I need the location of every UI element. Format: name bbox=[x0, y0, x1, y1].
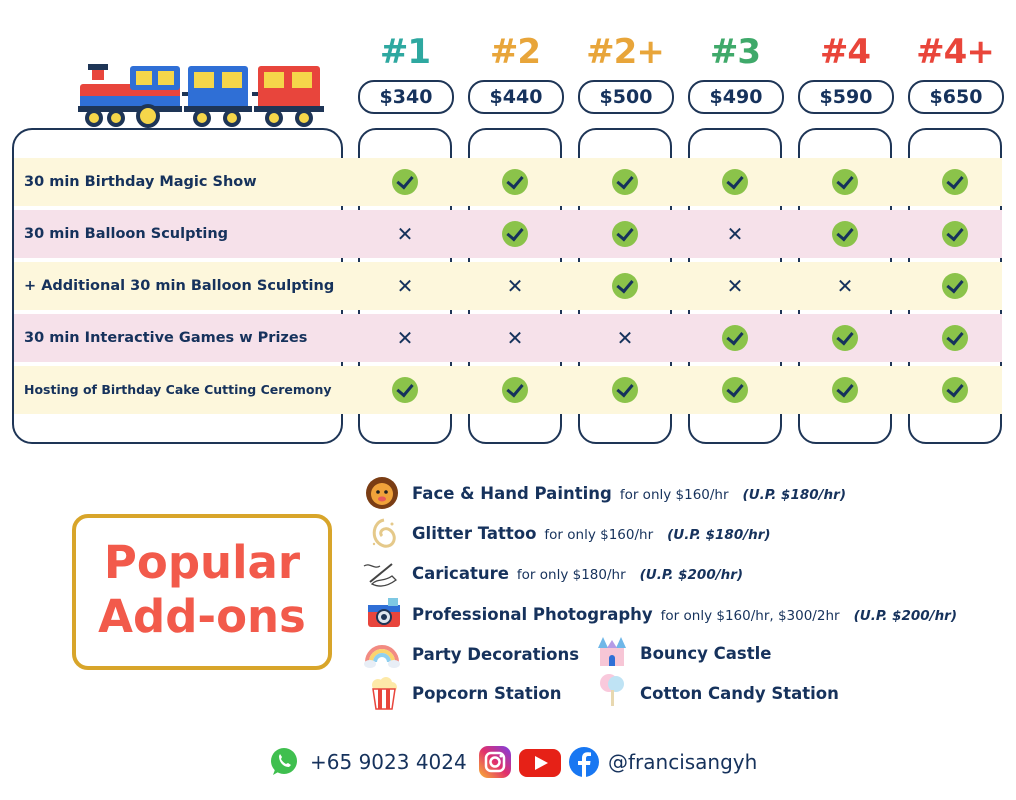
youtube-icon[interactable] bbox=[518, 748, 562, 778]
facebook-icon[interactable] bbox=[568, 746, 600, 778]
feature-label: 30 min Balloon Sculpting bbox=[24, 226, 229, 242]
cross-icon: ✕ bbox=[396, 222, 414, 246]
addon-caricature bbox=[412, 564, 743, 583]
package-price: $440 bbox=[468, 80, 564, 114]
cross-icon: ✕ bbox=[506, 274, 524, 298]
check-icon bbox=[832, 169, 858, 195]
toy-train-illustration bbox=[78, 62, 328, 130]
feature-cell bbox=[908, 314, 1002, 362]
package-price: $650 bbox=[908, 80, 1004, 114]
check-icon bbox=[832, 377, 858, 403]
check-icon bbox=[502, 169, 528, 195]
feature-cell bbox=[358, 158, 452, 206]
feature-cell bbox=[688, 158, 782, 206]
addon-usual-price: (U.P. $200/hr) bbox=[853, 608, 958, 624]
addon-price: for only $180/hr bbox=[516, 567, 626, 583]
feature-cell bbox=[798, 210, 892, 258]
feature-cell bbox=[358, 314, 452, 362]
feature-cell bbox=[358, 366, 452, 414]
feature-label: Hosting of Birthday Cake Cutting Ceremony bbox=[24, 382, 332, 397]
rainbow-icon bbox=[364, 636, 400, 670]
camera-icon bbox=[366, 596, 402, 630]
addon-name: Face & Hand Painting bbox=[412, 484, 612, 503]
addon-professional-photography bbox=[412, 605, 957, 624]
feature-cell bbox=[908, 210, 1002, 258]
popcorn-icon bbox=[366, 676, 402, 710]
feature-label: 30 min Birthday Magic Show bbox=[24, 174, 257, 190]
glitter-swirl-icon bbox=[366, 516, 402, 550]
cross-icon: ✕ bbox=[616, 326, 634, 350]
package-title: #4+ bbox=[916, 32, 994, 72]
social-handle[interactable]: @francisangyh bbox=[608, 750, 758, 774]
addon-name: Glitter Tattoo bbox=[412, 524, 537, 543]
addon-glitter-tattoo bbox=[412, 524, 771, 543]
feature-cell bbox=[688, 314, 782, 362]
feature-cell bbox=[688, 366, 782, 414]
addon-party-decorations bbox=[412, 645, 579, 664]
feature-label: 30 min Interactive Games w Prizes bbox=[24, 330, 308, 346]
feature-cell bbox=[578, 158, 672, 206]
addon-usual-price: (U.P. $180/hr) bbox=[742, 487, 846, 503]
feature-cell bbox=[578, 262, 672, 310]
addon-usual-price: (U.P. $180/hr) bbox=[667, 527, 771, 543]
addon-usual-price: (U.P. $200/hr) bbox=[639, 567, 744, 583]
addon-name: Popcorn Station bbox=[412, 684, 562, 703]
check-icon bbox=[502, 221, 528, 247]
popular-addons-box bbox=[72, 514, 332, 670]
check-icon bbox=[722, 169, 748, 195]
addon-popcorn-station bbox=[412, 684, 562, 703]
package-title: #4 bbox=[819, 32, 871, 72]
whatsapp-icon[interactable] bbox=[268, 746, 300, 778]
package-title: #1 bbox=[379, 32, 431, 72]
check-icon bbox=[942, 169, 968, 195]
addon-price: for only $160/hr bbox=[544, 527, 654, 543]
feature-cell bbox=[688, 210, 782, 258]
feature-cell bbox=[908, 262, 1002, 310]
feature-cell bbox=[688, 262, 782, 310]
addons-heading-line2: Add-ons bbox=[98, 590, 306, 643]
check-icon bbox=[942, 273, 968, 299]
feature-cell bbox=[578, 366, 672, 414]
addon-name: Bouncy Castle bbox=[640, 644, 772, 663]
feature-cell bbox=[468, 158, 562, 206]
addons-heading bbox=[76, 536, 328, 644]
check-icon bbox=[942, 377, 968, 403]
package-price: $340 bbox=[358, 80, 454, 114]
cross-icon: ✕ bbox=[506, 326, 524, 350]
addons-heading-line1: Popular bbox=[103, 536, 301, 589]
package-price: $590 bbox=[798, 80, 894, 114]
feature-cell bbox=[468, 210, 562, 258]
package-title: #2 bbox=[489, 32, 541, 72]
feature-cell bbox=[798, 314, 892, 362]
feature-cell bbox=[798, 262, 892, 310]
addon-name: Caricature bbox=[412, 564, 509, 583]
feature-cell bbox=[358, 210, 452, 258]
addon-price: for only $160/hr, $300/2hr bbox=[660, 608, 840, 624]
cross-icon: ✕ bbox=[396, 274, 414, 298]
check-icon bbox=[612, 221, 638, 247]
check-icon bbox=[392, 169, 418, 195]
package-price: $500 bbox=[578, 80, 674, 114]
cotton-candy-icon bbox=[594, 672, 630, 706]
check-icon bbox=[612, 273, 638, 299]
feature-cell bbox=[798, 158, 892, 206]
feature-cell bbox=[908, 366, 1002, 414]
feature-cell bbox=[908, 158, 1002, 206]
feature-cell bbox=[468, 262, 562, 310]
check-icon bbox=[722, 325, 748, 351]
addon-face-hand-painting bbox=[412, 484, 846, 503]
addon-name: Party Decorations bbox=[412, 645, 580, 664]
check-icon bbox=[832, 325, 858, 351]
check-icon bbox=[502, 377, 528, 403]
addon-price: for only $160/hr bbox=[619, 487, 729, 503]
package-title: #2+ bbox=[586, 32, 664, 72]
cross-icon: ✕ bbox=[836, 274, 854, 298]
addon-cotton-candy-station bbox=[640, 684, 839, 703]
feature-label: + Additional 30 min Balloon Sculpting bbox=[24, 278, 335, 294]
castle-icon bbox=[594, 634, 630, 668]
addon-name: Professional Photography bbox=[412, 605, 653, 624]
cross-icon: ✕ bbox=[726, 274, 744, 298]
instagram-icon[interactable] bbox=[478, 745, 512, 779]
package-title: #3 bbox=[709, 32, 761, 72]
check-icon bbox=[722, 377, 748, 403]
contact-phone[interactable]: +65 9023 4024 bbox=[310, 750, 467, 774]
addon-bouncy-castle bbox=[640, 644, 771, 663]
drawing-hand-icon bbox=[362, 556, 398, 590]
check-icon bbox=[612, 377, 638, 403]
check-icon bbox=[942, 221, 968, 247]
package-price: $490 bbox=[688, 80, 784, 114]
check-icon bbox=[942, 325, 968, 351]
cross-icon: ✕ bbox=[726, 222, 744, 246]
check-icon bbox=[832, 221, 858, 247]
cross-icon: ✕ bbox=[396, 326, 414, 350]
feature-cell bbox=[798, 366, 892, 414]
addon-name: Cotton Candy Station bbox=[640, 684, 839, 703]
feature-cell bbox=[468, 366, 562, 414]
feature-cell bbox=[358, 262, 452, 310]
lion-face-icon bbox=[364, 476, 400, 510]
check-icon bbox=[612, 169, 638, 195]
feature-cell bbox=[578, 314, 672, 362]
feature-cell bbox=[578, 210, 672, 258]
check-icon bbox=[392, 377, 418, 403]
feature-cell bbox=[468, 314, 562, 362]
